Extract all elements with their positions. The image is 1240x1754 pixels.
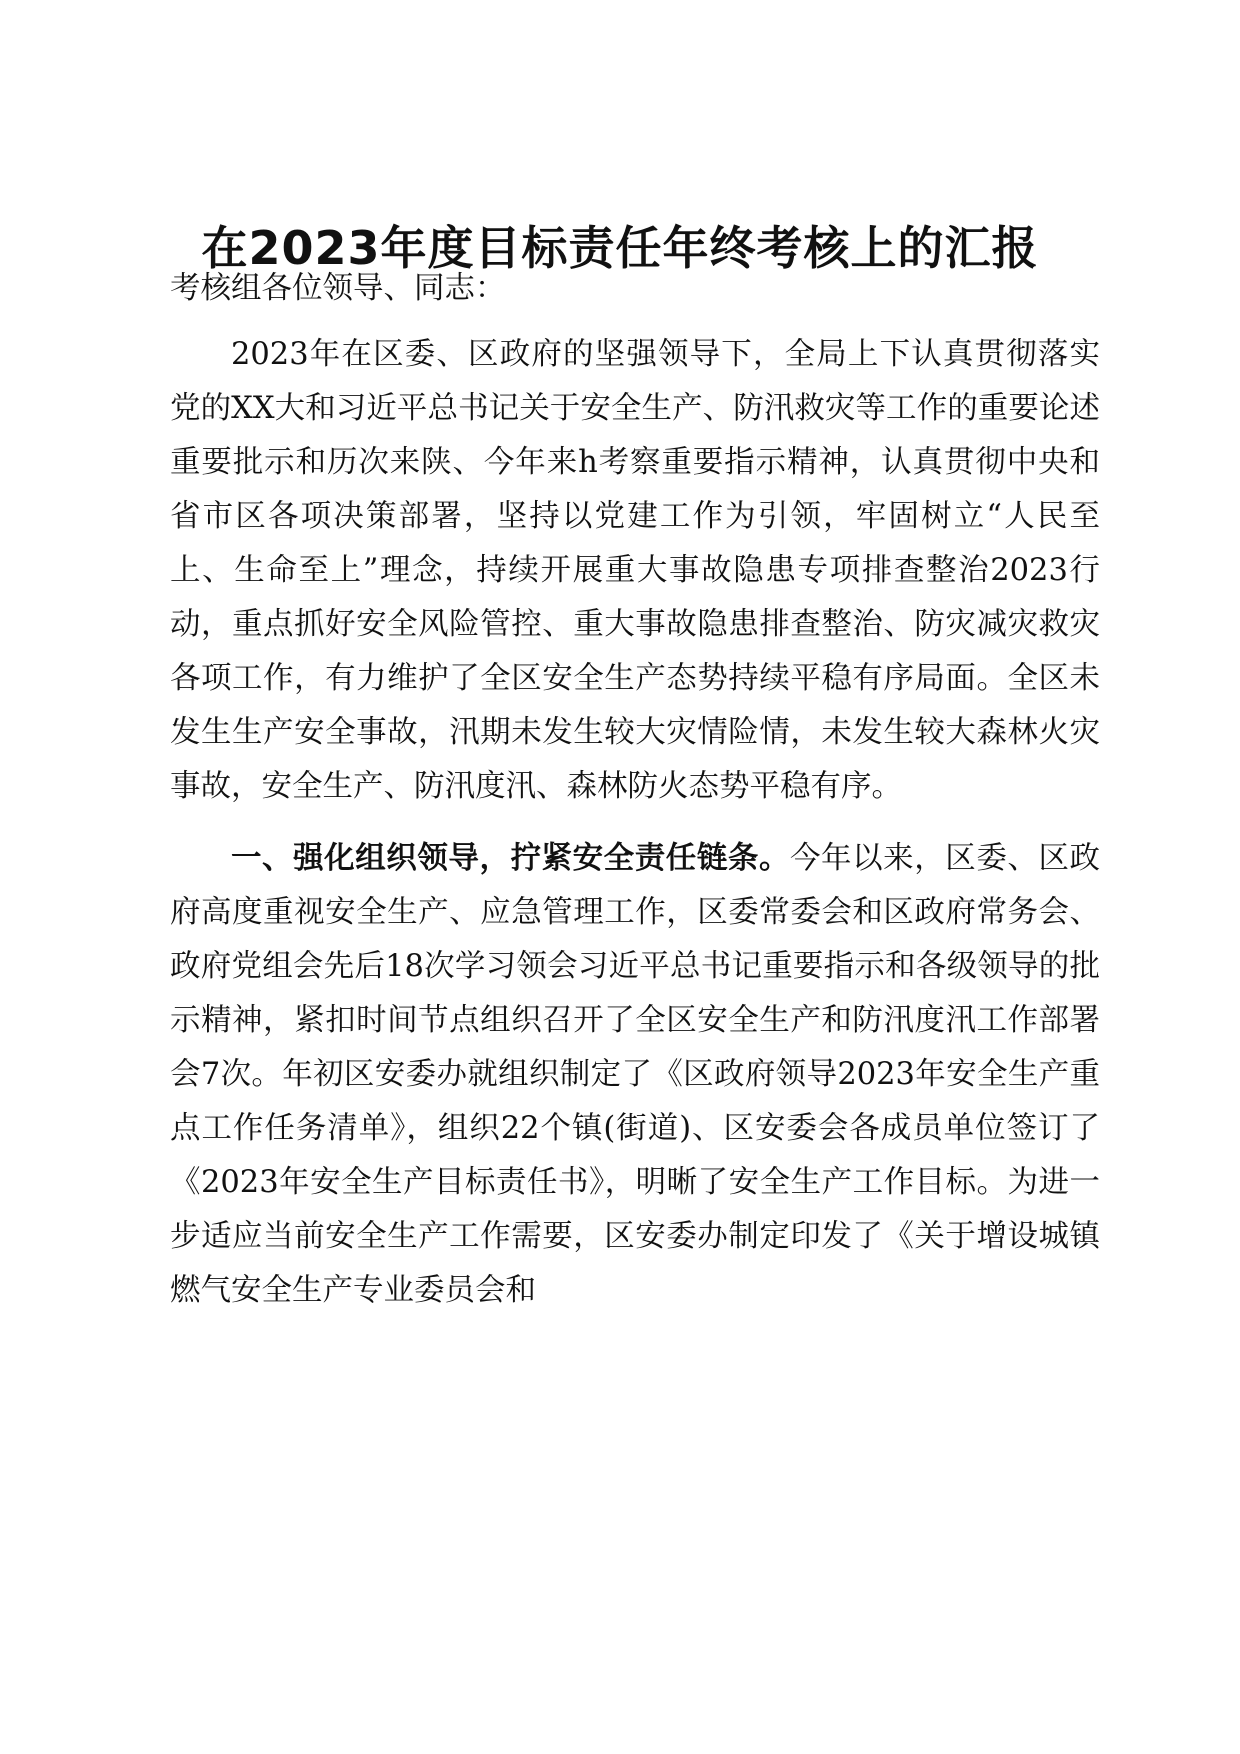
section-1-heading: 一、强化组织领导，拧紧安全责任链条。 (231, 841, 790, 876)
document-body (170, 262, 1100, 1318)
paragraph-intro: 2023年在区委、区政府的坚强领导下，全局上下认真贯彻落实党的XX大和习近平总书记关于安全生产、防汛救灾等工作的重要论述重要批示和历次来陕、今年来h考察重要指示精神，认真贯彻中央和省市区各项决策部署，坚持以党建工作为引领，牢固树立“人民至上、生命至上”理念，持续开展重大事故隐患专项排查整治2023行动，重点抓好安全风险管控、重大事故隐患排查整治、防灾减灾救灾各项工作，有力维护了全区安全生产态势持续平稳有序局面。全区未发生生产安全事故，汛期未发生较大灾情险情，未发生较大森林火灾事故，安全生产、防汛度汛、森林防火态势平稳有序。 (170, 337, 1100, 804)
document-title: 在2023年度目标责任年终考核上的汇报 (201, 221, 1039, 275)
paragraph-section-1 (170, 832, 1100, 1318)
salutation: 考核组各位领导、同志： (170, 271, 506, 306)
section-1-body: 今年以来，区委、区政府高度重视安全生产、应急管理工作，区委常委会和区政府常务会、政府党组会先后18次学习领会习近平总书记重要指示和各级领导的批示精神，紧扣时间节点组织召开了全区安全生产和防汛度汛工作部署会7次。年初区安委办就组织制定了《区政府领导2023年安全生产重点工作任务清单》，组织22个镇(街道)、区安委会各成员单位签订了《2023年安全生产目标责任书》，明晰了安全生产工作目标。为进一步适应当前安全生产工作需要，区安委办制定印发了《关于增设城镇燃气安全生产专业委员会和 (170, 841, 1100, 1308)
